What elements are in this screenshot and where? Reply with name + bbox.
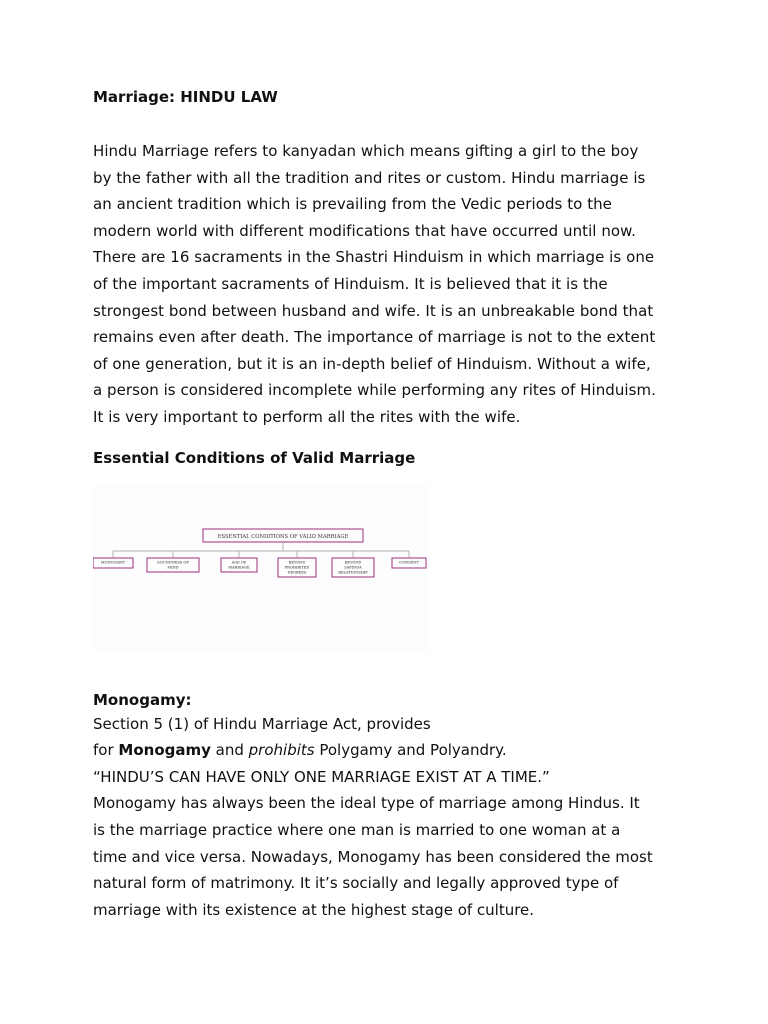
intro-line: of one generation, but it is an in-depth belief of Hinduism. Without a wife,	[93, 354, 651, 373]
intro-paragraph	[93, 138, 693, 431]
intro-line: an ancient tradition which is prevailing from the Vedic periods to the	[93, 195, 612, 214]
provision-monogamy: Monogamy	[118, 741, 211, 760]
intro-line: a person is considered incomplete while performing any rites of Hinduism.	[93, 381, 656, 400]
intro-line: by the father with all the tradition and rites or custom. Hindu marriage is	[93, 168, 646, 187]
provision-and: and	[210, 741, 249, 760]
diagram-root-label: ESSENTIAL CONDITIONS OF VALID MARRIAGE	[217, 533, 349, 540]
intro-line: remains even after death. The importance of marriage is not to the extent	[93, 328, 656, 347]
essential-conditions-heading: Essential Conditions of Valid Marriage	[93, 448, 416, 467]
provision-for: for	[93, 741, 119, 760]
diagram-canvas	[93, 483, 429, 653]
diagram-node-label: MIND	[167, 565, 179, 570]
provision-prohibits: prohibits	[248, 741, 315, 760]
monogamy-body-line: is the marriage practice where one man is married to one woman at a	[93, 820, 621, 839]
intro-line: Hindu Marriage refers to kanyadan which means gifting a girl to the boy	[93, 142, 639, 160]
intro-line: There are 16 sacraments in the Shastri Hinduism in which marriage is one	[93, 248, 655, 267]
document-page	[93, 86, 693, 923]
intro-line: of the important sacraments of Hinduism. It is believed that it is the	[93, 274, 608, 293]
intro-line: strongest bond between husband and wife. It is an unbreakable bond that	[93, 301, 654, 320]
diagram-node-label: BEYOND	[344, 560, 362, 565]
monogamy-body-line: time and vice versa. Nowadays, Monogamy has been considered the most	[93, 847, 653, 866]
monogamy-body-line: marriage with its existence at the highest stage of culture.	[93, 900, 535, 919]
provision-rest: Polygamy and Polyandry.	[314, 741, 507, 760]
monogamy-quote: “HINDU’S CAN HAVE ONLY ONE MARRIAGE EXIST AT A TIME.”	[93, 767, 550, 786]
monogamy-body-line: Monogamy has always been the ideal type of marriage among Hindus. It	[93, 794, 640, 813]
essential-conditions-diagram	[93, 483, 429, 653]
diagram-node-label: CONSENT	[399, 560, 419, 565]
diagram-node-label: BEYOND	[288, 560, 306, 565]
monogamy-body-line: natural form of matrimony. It it’s socially and legally approved type of	[93, 874, 619, 893]
diagram-node-label: MONOGAMY	[100, 560, 126, 565]
diagram-node-label: MARRIAGE	[228, 565, 250, 570]
diagram-node-label: SOUNDNESS OF	[157, 560, 189, 565]
diagram-node-label: PROHIBITED	[284, 565, 310, 570]
section-line: Section 5 (1) of Hindu Marriage Act, provides	[93, 714, 431, 733]
monogamy-heading: Monogamy:	[93, 690, 192, 709]
diagram-node-label: SAPINDA	[344, 565, 362, 570]
diagram-node-label: AGE OF	[231, 560, 247, 565]
diagram-node-label: DEGREES	[287, 570, 307, 575]
diagram-node-label: RELATIONSHIP	[338, 570, 368, 575]
intro-line: It is very important to perform all the rites with the wife.	[93, 407, 521, 426]
document-title: Marriage: HINDU LAW	[93, 88, 278, 106]
provision-line	[93, 737, 693, 764]
intro-line: modern world with different modifications that have occurred until now.	[93, 221, 636, 240]
